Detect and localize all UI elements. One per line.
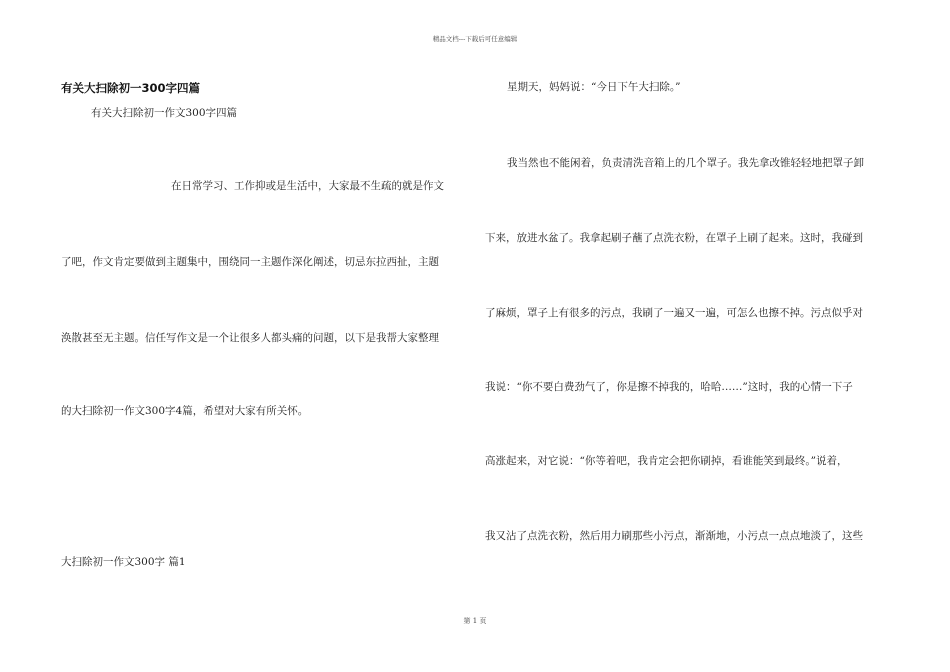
body-line: 了吧，作文肯定要做到主题集中，围绕同一主题作深化阐述，切忌东拉西扯，主题 bbox=[61, 256, 439, 268]
body-line: 高涨起来，对它说：“你等着吧，我肯定会把你刷掉，看谁能笑到最终。”说着， bbox=[485, 455, 848, 467]
body-line: 的大扫除初一作文300字4篇，希望对大家有所关怀。 bbox=[61, 405, 309, 417]
page-header-note: 精品文档---下载后可任意编辑 bbox=[432, 35, 518, 43]
body-line: 我又沾了点洗衣粉，然后用力刷那些小污点，渐渐地，小污点一点点地淡了，这些 bbox=[485, 530, 863, 542]
body-line: 下来，放进水盆了。我拿起刷子蘸了点洗衣粉，在罩子上刷了起来。这时，我碰到 bbox=[485, 232, 863, 244]
body-line: 我说：“你不要白费劲气了，你是擦不掉我的，哈哈……”这时，我的心情一下子 bbox=[485, 381, 853, 393]
body-line: 我当然也不能闲着，负责清洗音箱上的几个罩子。我先拿改锥轻轻地把罩子卸 bbox=[507, 157, 864, 169]
section-heading: 大扫除初一作文300字 篇1 bbox=[61, 556, 186, 568]
body-line: 星期天，妈妈说：“今日下午大扫除。” bbox=[507, 81, 681, 93]
document-subtitle: 有关大扫除初一作文300字四篇 bbox=[91, 107, 238, 119]
body-line: 在日常学习、工作抑或是生活中，大家最不生疏的就是作文 bbox=[171, 180, 444, 192]
body-line: 了麻烦，罩子上有很多的污点，我刷了一遍又一遍，可怎么也擦不掉。污点似乎对 bbox=[485, 307, 863, 319]
page-number: 第 1 页 bbox=[463, 617, 487, 625]
body-line: 涣散甚至无主题。信任写作文是一个让很多人都头痛的问题，以下是我帮大家整理 bbox=[61, 332, 439, 344]
document-title: 有关大扫除初一300字四篇 bbox=[61, 81, 201, 95]
